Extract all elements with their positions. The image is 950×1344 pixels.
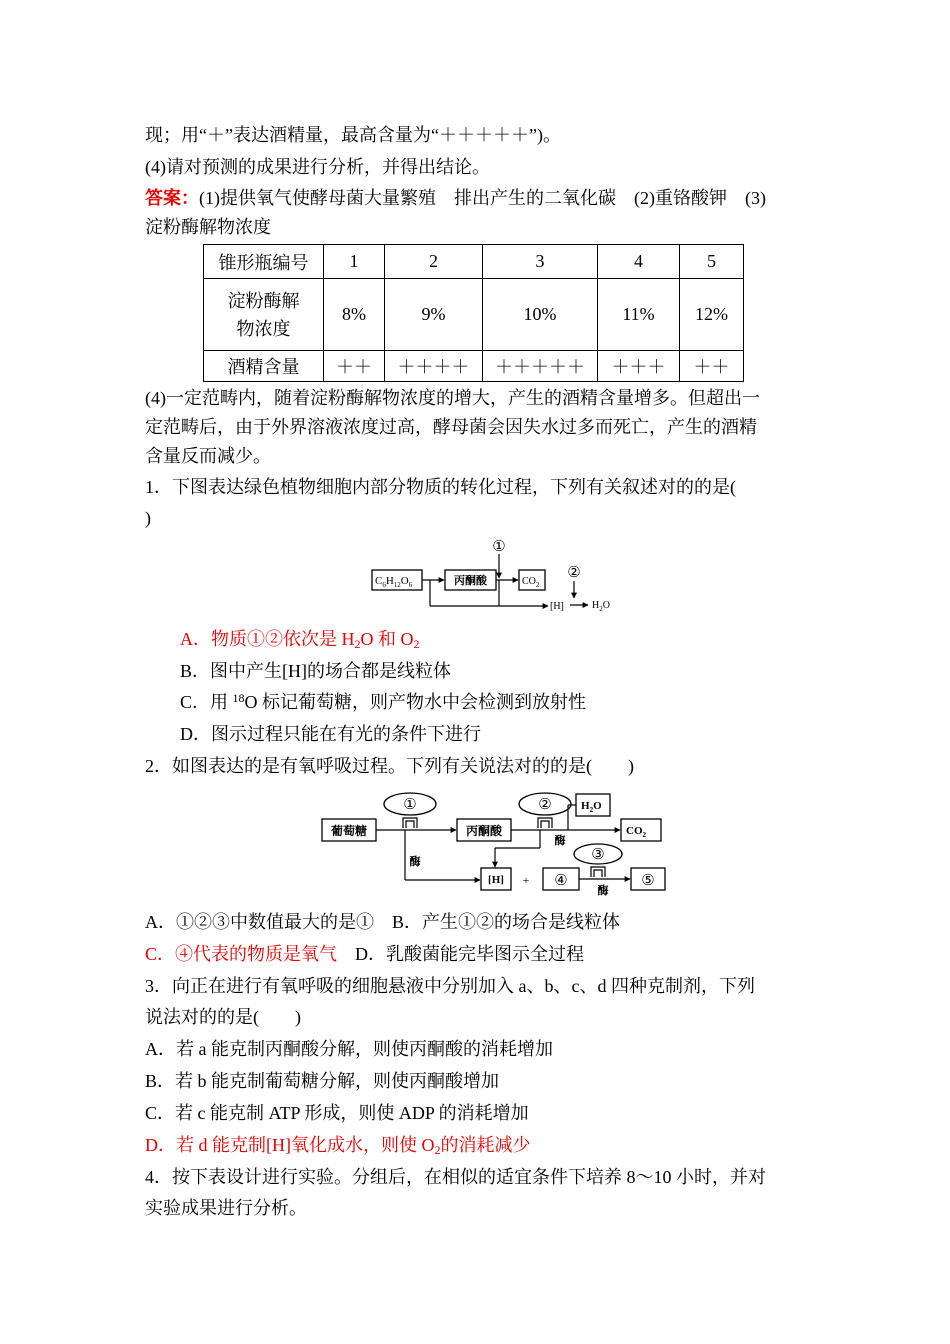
table-cell: ＋＋ [680,351,744,382]
text-line: 含量反而减少。 [145,446,271,466]
h-label: [H] [488,874,504,886]
pyruvate-label: 丙酮酸 [454,575,487,587]
table-cell: 8% [324,279,385,351]
cell-text: 物浓度 [236,318,291,339]
water-label: $H_2O$ [592,600,610,613]
option-3d [145,1133,530,1157]
glucose-label: $C_6H_{12}O_6$ [375,575,413,589]
question-1: 1．下图表达绿色植物细胞内部分物质的转化过程，下列有关叙述对的的是( [145,477,736,497]
table-cell: ＋＋＋＋＋ [483,351,598,382]
table-cell: 酒精含量 [204,351,324,382]
option-text: O 和 O [360,629,414,649]
table-cell: 4 [598,245,680,279]
superscript: 18 [232,691,245,705]
enzyme-label: 酶 [554,835,566,847]
text-line: (4)一定范畴内，随着淀粉酶解物浓度的增大，产生的酒精含量增多。但超出一 [145,388,760,408]
question-3: 3．向正在进行有氧呼吸的细胞悬液中分别加入 a、b、c、d 四种克制剂，下列 [145,976,755,996]
question-2: 2．如图表达的是有氧呼吸过程。下列有关说法对的的是( ) [145,756,634,776]
table-cell: ＋＋＋＋ [385,351,483,382]
h2o-label: $H_2O$ [581,800,602,814]
data-table [203,244,744,382]
text-line: 实验成果进行分析。 [145,1198,307,1218]
text-line: 说法对的的是( ) [145,1007,301,1027]
marker-1: ① [492,539,506,555]
option-3a: A．若 a 能克制丙酮酸分解，则使丙酮酸的消耗增加 [145,1039,553,1059]
figure-2 [318,788,670,896]
option-1a [180,627,420,651]
h-label: [H] [550,601,564,612]
answer-text: (1)提供氧气使酵母菌大量繁殖 排出产生的二氧化碳 (2)重铬酸钾 (3) [199,188,766,208]
marker-2: ② [567,565,581,581]
cell-text: 淀粉酶解 [227,290,300,311]
option-2c: C．④代表的物质是氧气 [145,944,338,964]
option-1c [180,690,586,714]
text-line: ) [145,508,151,528]
option-3c: C．若 c 能克制 ATP 形成，则使 ADP 的消耗增加 [145,1103,529,1123]
table-row [204,245,744,279]
enzyme-label: 酶 [597,885,609,896]
subscript: 2 [413,637,420,651]
text-line: 淀粉酶解物浓度 [145,217,271,237]
question-4: 4．按下表设计进行实验。分组后，在相似的适宜条件下培养 8～10 小时，并对 [145,1167,766,1187]
table-cell: 2 [385,245,483,279]
option-1d: D．图示过程只能在有光的条件下进行 [180,724,481,744]
plus-sign: + [522,873,530,887]
marker-2: ② [538,797,552,813]
option-text: O 标记葡萄糖，则产物水中会检测到放射性 [244,692,587,712]
table-cell: 10% [483,279,598,351]
table-cell: 5 [680,245,744,279]
marker-3: ③ [591,847,605,863]
figure-1 [360,536,630,618]
marker-1: ① [403,797,417,813]
answer-label: 答案： [145,188,199,208]
table-cell: 锥形瓶编号 [204,245,324,279]
table-row [204,351,744,382]
table-cell: 3 [483,245,598,279]
pyruvate-label: 丙酮酸 [465,824,503,838]
table-cell: ＋＋ [324,351,385,382]
table-cell: 1 [324,245,385,279]
option-text: A．物质①②依次是 H [180,629,355,649]
text-line: (4)请对预测的成果进行分析，并得出结论。 [145,157,490,177]
subscript: 2 [434,1143,441,1157]
option-2ab: A．①②③中数值最大的是① B．产生①②的场合是线粒体 [145,912,621,932]
co2-label: $CO_2$ [522,576,540,589]
table-cell: 12% [680,279,744,351]
table-cell: 11% [598,279,680,351]
option-3b: B．若 b 能克制葡萄糖分解，则使丙酮酸增加 [145,1071,500,1091]
text-line: 现；用“＋”表达酒精量，最高含量为“＋＋＋＋＋”)。 [145,125,561,145]
table-cell [204,279,324,351]
answer-line [145,186,766,210]
enzyme-label: 酶 [409,856,421,868]
glucose-label: 葡萄糖 [330,824,368,838]
option-1b: B．图中产生[H]的场合都是线粒体 [180,661,451,681]
table-cell: 9% [385,279,483,351]
option-2cd [145,942,584,966]
table-row [204,279,744,351]
option-text: C．用 [180,692,233,712]
co2-label: $CO_2$ [626,825,646,839]
text-line: 定范畴后，由于外界溶液浓度过高，酵母菌会因失水过多而死亡，产生的酒精 [145,417,757,437]
marker-5: ⑤ [641,873,655,889]
option-text: 的消耗减少 [440,1135,531,1155]
marker-4: ④ [554,873,568,889]
option-text: D．若 d 能克制[H]氧化成水，则使 O [145,1135,435,1155]
subscript: 2 [354,637,361,651]
option-2d: D．乳酸菌能完毕图示全过程 [337,944,585,964]
table-cell: ＋＋＋ [598,351,680,382]
